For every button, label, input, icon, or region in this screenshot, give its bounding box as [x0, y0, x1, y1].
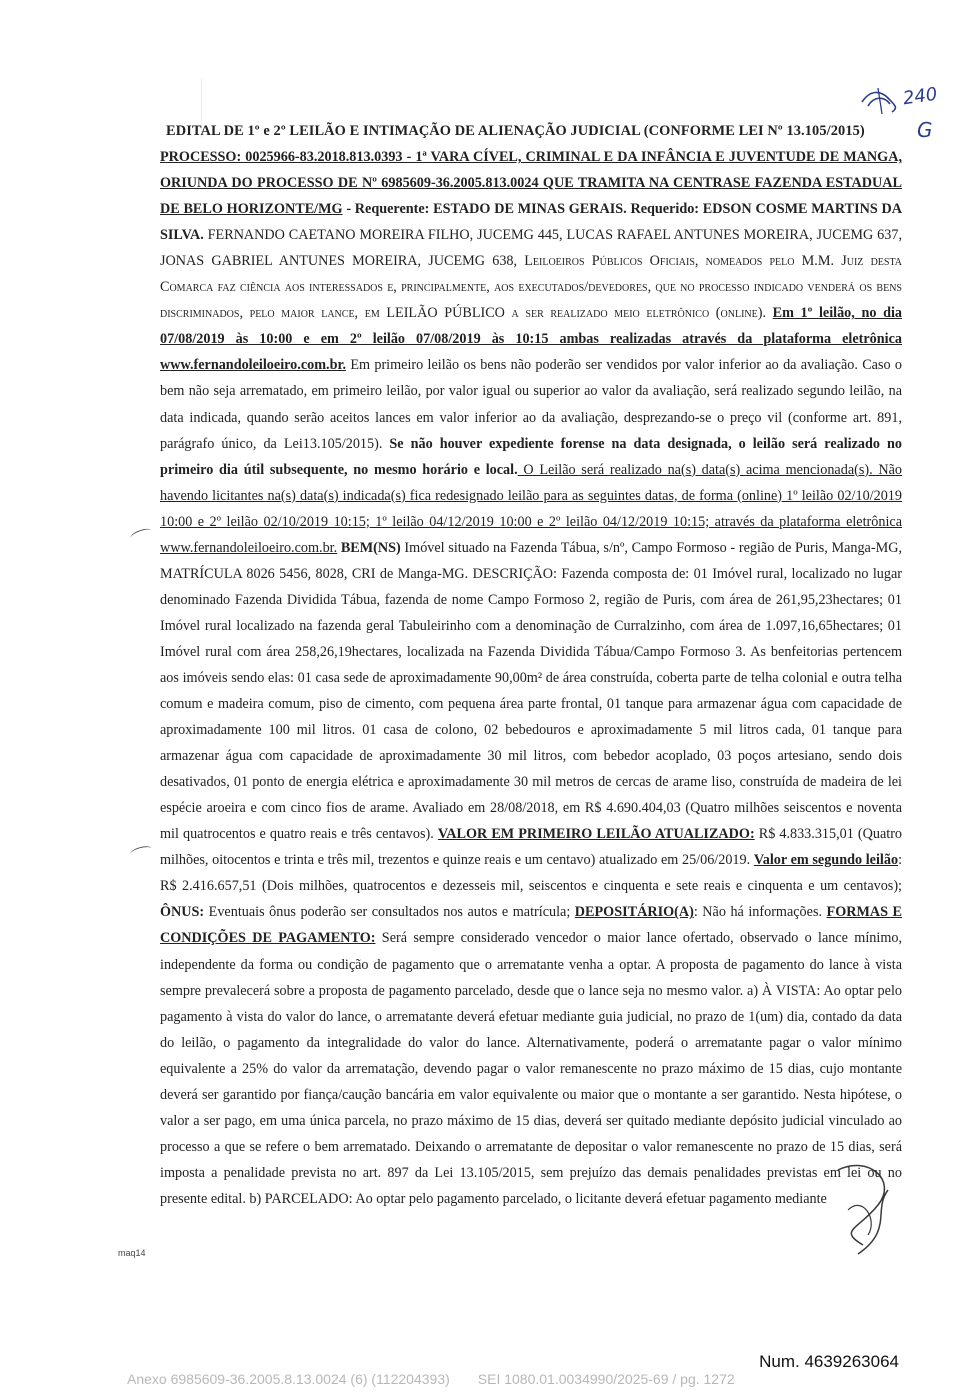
parties: - Requerente: ESTADO DE MINAS GERAIS. Requerido: EDSON COSME MARTINS DA SILVA. [160, 201, 902, 244]
second-auction-value: : R$ 2.416.657,51 (Dois milhões, quatrocentos e dezesseis mil, seiscentos e cinquenta e sete reais e cinquenta e um centavos); [160, 852, 903, 895]
depositario-text: : Não há informações. [693, 904, 827, 921]
bens-description: Imóvel situado na Fazenda Tábua, s/nº, Campo Formoso - região de Puris, Manga-MG, MATRÍCULA 8026 5456, 8028, CRI de Manga-MG. DESCRIÇÃO: Fazenda composta de: 01 Imóvel rural, localizado no lugar denominado Fazenda Dividida Tábua, fazenda de nome Campo Formoso 2, região de Puris, com área de 261,95,23hectares; 01 Imóvel rural localizado na fazenda geral Tabuleirinho com a denominação de Curralzinho, com área de 1.097,16,65hectares; 01 Imóvel rural com área 258,26,19hectares, localizada na Fazenda Dividida Tábua/Campo Formoso 3. As benfeitorias pertencem aos imóveis sendo elas: 01 casa sede de aproximadamente 90,00m² de área construída, coberta parte de telha colonial e outra telha comum e madeira comum, piso de cimento, com pequena área parte frontal, 01 tanque para armazenar água com capacidade de aproximadamente 100 mil litros. 01 casa de colono, 02 bebedouros e aproximadamente 5 mil litros cada, 01 tanque para armazenar água com capacidade de aproximadamente 30 mil litros, com bebedor acoplado, 03 poços artesiano, sendo dois desativados, 01 ponto de energia elétrica e aproximadamente 30 mil metros de cercas de arame liso, construída de madeira de lei espécie aroeira e com cinco fios de arame. Avaliado em 28/08/2018, em R$ 4.690.404,03 (Quatro milhões seiscentos e noventa mil quatrocentos e quatro reais e três centavos). [160, 539, 902, 843]
margin-mark [129, 527, 153, 543]
footer-sei-page: SEI 1080.01.0034990/2025-69 / pg. 1272 [477, 1371, 735, 1387]
payment-conditions: Será sempre considerado vencedor o maior lance ofertado, observado o lance mínimo, independente da forma ou condição de pagamento que o arrematante venha a optar. A proposta de pagamento do lance à vista sempre prevalecerá sobre a proposta de pagamento parcelado, desde que o lance seja no mesmo valor. a) À VISTA: Ao optar pelo pagamento à vista do valor do lance, o arrematante deverá efetuar mediante guia judicial, no prazo de 1(um) dia, contado da data do leilão, o pagamento da integralidade do valor do lance. Alternativamente, poderá o arrematante pagar o valor mínimo equivalente a 25% do valor da arrematação, devendo pagar o valor remanescente no prazo máximo de 15 dias, cujo montante deverá ser garantido por fiança/caução bancária em valor equivalente ou maior que o montante a ser garantido. Nesta hipótese, o valor a ser pago, em uma única parcela, no prazo máximo de 15 dias, deverá ser quitado mediante depósito judicial vinculado ao processo a que se refere o bem arrematado. Deixando o arrematante de depositar o valor remanescente no prazo de 15 dias, será imposta a penalidade prevista no art. 897 da Lei 13.105/2015, sem prejuízo das demais penalidades previstas em lei ou no presente edital. b) PARCELADO: Ao optar pelo pagamento parcelado, o licitante deverá efetuar pagamento mediante [160, 930, 902, 1207]
bens-label: BEM(NS) [340, 539, 401, 556]
handwritten-page-number: 240 [901, 83, 939, 110]
auctioneers-intro: FERNANDO CAETANO MOREIRA FILHO, JUCEMG 445, LUCAS RAFAEL ANTUNES MOREIRA, JUCEMG 637, JONAS GABRIEL ANTUNES MOREIRA, JUCEMG 638, Leiloeiros Públicos Oficiais, nomeados pelo M.M. Juiz desta Comarca faz ciência aos interessados e, principalmente, aos executados/devedores, que no processo indicado venderá os bens discriminados, pelo maior lance, em LEILÃO PÚBLICO a ser realizado meio eletrônico (online). [160, 227, 902, 322]
footer-annex: Anexo 6985609-36.2005.8.13.0024 (6) (112204393) [127, 1371, 450, 1387]
edital-title: EDITAL DE 1º e 2º LEILÃO E INTIMAÇÃO DE ALIENAÇÃO JUDICIAL (CONFORME LEI Nº 13.105/2015) [166, 123, 865, 139]
onus-text: Eventuais ônus poderão ser consultados nos autos e matrícula; [204, 904, 575, 921]
handwritten-scribble-icon [858, 84, 902, 118]
depositario-label: DEPOSITÁRIO(A) [574, 904, 694, 921]
auction-rules: Em primeiro leilão os bens não poderão ser vendidos por valor inferior ao da avaliação. Caso o bem não seja arrematado, em primeiro leilão, por valor igual ou superior ao valor da avaliação, será realizado segundo leilão, na data indicada, quando serão aceitos lances em valor inferior ao da avaliação, desprezando-se o preço vil (conforme art. 891, parágrafo único, da Lei13.105/2015). [160, 357, 902, 452]
no-expediente-clause: Se não houver expediente forense na data designada, o leilão será realizado no primeiro dia útil subsequente, no mesmo horário e local. [160, 435, 902, 478]
payment-conditions-label: FORMAS E CONDIÇÕES DE PAGAMENTO: [160, 904, 903, 947]
handwritten-initials: G [917, 118, 933, 142]
auction-dates: Em 1º leilão, no dia 07/08/2019 às 10:00 e em 2º leilão 07/08/2019 às 10:15 ambas realizadas através da plataforma eletrônica www.fernandoleiloeiro.com.br. [160, 305, 902, 374]
document-number-stamp: Num. 4639263064 [759, 1352, 899, 1371]
edital-body [160, 118, 902, 1212]
second-auction-value-label: Valor em segundo leilão [753, 852, 899, 869]
first-auction-value-label: VALOR EM PRIMEIRO LEILÃO ATUALIZADO: [437, 826, 755, 843]
footer [127, 1371, 763, 1387]
margin-mark [129, 844, 153, 858]
first-auction-value: R$ 4.833.315,01 (Quatro milhões, oitocentos e trinta e três mil, trezentos e quinze reais e um centavo) atualizado em 25/06/2019. [160, 826, 903, 869]
onus-label: ÔNUS: [160, 904, 205, 921]
side-label: maq14 [118, 1248, 146, 1258]
redesignation-clause: O Leilão será realizado na(s) data(s) acima mencionada(s). Não havendo licitantes na(s) data(s) indicada(s) fica redesignado leilão para as seguintes datas, de forma (online) 1º leilão 02/10/2019 10:00 e 2º leilão 02/10/2019 10:15; 1º leilão 04/12/2019 10:00 e 2º leilão 04/12/2019 10:15; através da plataforma eletrônica www.fernandoleiloeiro.com.br. [160, 461, 902, 556]
process-header: PROCESSO: 0025966-83.2018.813.0393 - 1ª VARA CÍVEL, CRIMINAL E DA INFÂNCIA E JUVENTUDE DE MANGA, ORIUNDA DO PROCESSO DE Nº 6985609-36.2005.813.0024 QUE TRAMITA NA CENTRASE FAZENDA ESTADUAL DE BELO HORIZONTE/MG [160, 149, 902, 218]
